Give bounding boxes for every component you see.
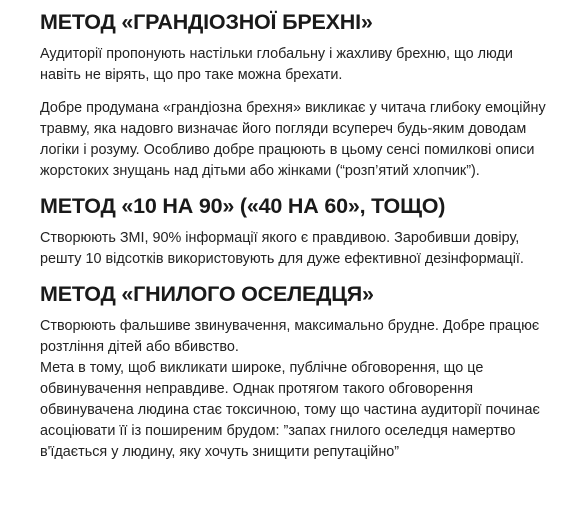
section-rotten-herring (40, 280, 547, 463)
paragraph: Створюють ЗМІ, 90% інформації якого є правдивою. Заробивши довіру, решту 10 відсотків використовують для дуже ефективної дезінформації. (40, 230, 524, 267)
paragraph: Створюють фальшиве звинувачення, максимально брудне. Добре працює розтління дітей або вбивство. (40, 318, 540, 355)
paragraph: Добре продумана «грандіозна брехня» викликає у читача глибоку емоційну травму, яка надовго визначає його погляди всупереч будь-яким доводам логіки і розуму. Особливо добре працюють в цьому сенсі помилкові описи жорстоких знущань над дітьми або жінками (“розп’ятий хлопчик”). (40, 100, 546, 179)
section-heading: МЕТОД «ГРАНДІОЗНОЇ БРЕХНІ» (40, 10, 373, 34)
section-grand-lie (40, 8, 547, 182)
paragraph: Мета в тому, щоб викликати широке, публічне обговорення, що це обвинувачення неправдиве. Однак протягом такого обговорення обвинувачена людина стає токсичною, тому що частина аудиторії починає асоціювати її із поширеним брудом: ”запах гнилого оселедця намертво в'їдається у людину, яку хочуть знищити репутаційно” (40, 360, 540, 460)
section-heading: МЕТОД «10 НА 90» («40 НА 60», ТОЩО) (40, 194, 446, 218)
paragraph: Аудиторії пропонують настільки глобальну і жахливу брехню, що люди навіть не вірять, що про таке можна брехати. (40, 46, 513, 83)
section-10-on-90 (40, 192, 547, 270)
section-heading: МЕТОД «ГНИЛОГО ОСЕЛЕДЦЯ» (40, 282, 374, 306)
